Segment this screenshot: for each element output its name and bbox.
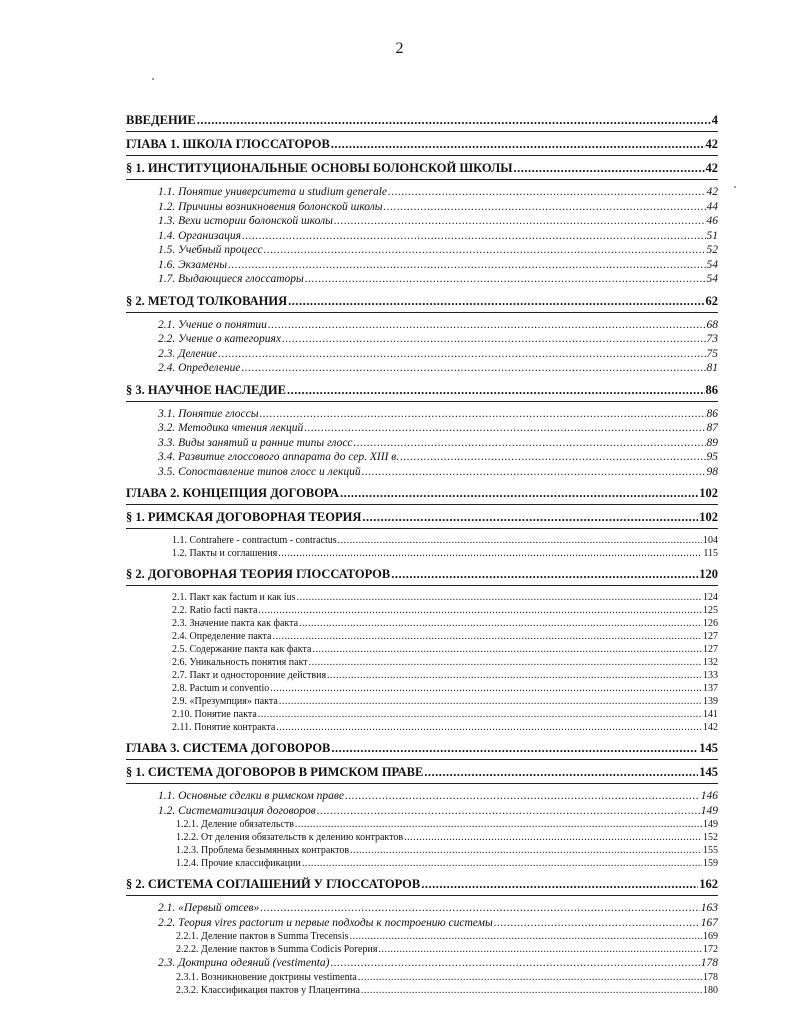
dot-leader (288, 295, 704, 308)
dot-leader (312, 645, 702, 655)
toc-entry-page: 54 (706, 258, 718, 271)
toc-entry-page: 152 (703, 832, 718, 843)
toc-entry-title: ГЛАВА 1. ШКОЛА ГЛОССАТОРОВ (126, 137, 330, 151)
toc-entry-page: 146 (700, 790, 718, 802)
dot-leader (378, 945, 702, 955)
toc-entry-page: 42 (705, 137, 718, 151)
toc-entry-title: 3.2. Методика чтения лекций (158, 422, 304, 434)
toc-entry (158, 260, 718, 275)
toc-entry-page: 46 (706, 215, 718, 227)
toc-entry-title: 2.5. Содержание пакта как факта (172, 644, 312, 655)
toc-entry-title: 1.2.4. Прочие классификации (176, 858, 301, 869)
dot-leader (304, 423, 705, 435)
dot-leader (514, 162, 705, 175)
toc-entry-page: 145 (699, 741, 718, 755)
toc-entry (158, 231, 718, 246)
dot-leader (361, 986, 702, 996)
dot-leader (317, 806, 700, 818)
dot-leader (404, 833, 702, 843)
toc-entry-title: 2.4. Определение (158, 362, 241, 374)
toc-entry-title: 1.4. Организация (158, 229, 241, 242)
toc-entry-page: 126 (703, 618, 718, 629)
toc-entry-page: 62 (705, 293, 718, 308)
toc-entry-page: 120 (699, 567, 718, 581)
toc-entry-page: 42 (706, 186, 718, 198)
toc-entry (158, 334, 718, 349)
toc-entry-title: 1.2. Систематизация договоров (158, 804, 316, 817)
toc-entry-title: 1.3. Вехи истории болонской школы (158, 215, 333, 227)
toc-entry-page: 145 (699, 765, 718, 779)
dot-leader (260, 903, 699, 915)
toc-entry-title: 2.8. Pactum и conventio (172, 683, 270, 694)
dot-leader (309, 658, 702, 668)
toc-entry (158, 467, 718, 482)
toc-entry (158, 187, 718, 202)
dot-leader (279, 697, 702, 707)
toc-entry-title: 2.3.1. Возникновение доктрины vestimenta (176, 971, 357, 983)
toc-entry-title: 2.10. Понятие пакта (172, 709, 257, 720)
toc-heading (126, 289, 718, 310)
toc-entry (176, 859, 718, 872)
dot-leader (287, 384, 705, 397)
dot-leader (424, 766, 698, 779)
toc-entry-page: 54 (706, 273, 718, 285)
toc-entry (158, 202, 718, 217)
toc-entry-page: 178 (703, 971, 718, 983)
toc-entry-title: § 3. НАУЧНОЕ НАСЛЕДИЕ (126, 382, 286, 397)
toc-entry-title: 2.1. Учение о понятии (158, 318, 267, 331)
toc-heading (126, 505, 718, 526)
toc-entry (172, 549, 718, 562)
toc-entry-page: 73 (706, 333, 718, 345)
dot-leader (400, 452, 705, 464)
toc-entry-title: § 1. РИМСКАЯ ДОГОВОРНАЯ ТЕОРИЯ (126, 510, 362, 524)
dot-leader (327, 671, 702, 681)
dot-leader (345, 791, 700, 803)
toc-entry-page: 169 (703, 931, 718, 942)
toc-heading (126, 872, 718, 893)
toc-entry-title: 2.3. Деление (158, 347, 218, 360)
toc-heading (126, 378, 718, 399)
toc-entry-page: 141 (703, 709, 718, 720)
toc-entry-title: § 2. МЕТОД ТОЛКОВАНИЯ (126, 293, 288, 308)
toc-entry-title: 3.4. Развитие глоссового аппарата до сер. XIII в. (158, 451, 400, 463)
dot-leader (297, 593, 702, 603)
toc-entry-title: 1.6. Экзамены (158, 258, 228, 271)
toc-entry-title: 2.2.1. Деление пактов в Summa Trecensis (176, 931, 349, 942)
toc-entry-title: 1.2. Пакты и соглашения (172, 548, 278, 559)
toc-entry-title: 1.7. Выдающиеся глоссаторы (158, 273, 304, 285)
toc-entry-page: 51 (706, 229, 718, 242)
toc-entry (158, 363, 718, 378)
toc-entry (158, 918, 718, 933)
toc-entry-page: 133 (703, 670, 718, 681)
toc-entry-title: 2.3. Доктрина одеяний (vestimenta) (158, 957, 330, 969)
toc-entry-title: 2.1. «Первый отсев» (158, 902, 260, 914)
toc-entry-title: § 2. СИСТЕМА СОГЛАШЕНИЙ У ГЛОССАТОРОВ (126, 877, 421, 891)
toc-entry (158, 903, 718, 918)
toc-entry (158, 806, 718, 821)
dot-leader (272, 632, 702, 642)
toc-entry-page: 159 (703, 858, 718, 869)
toc-entry-page: 86 (705, 382, 718, 397)
toc-entry-page: 4 (711, 113, 718, 127)
toc-entry-page: 149 (700, 804, 718, 817)
toc-entry (158, 274, 718, 289)
toc-entry-page: 125 (703, 605, 718, 616)
toc-entry (158, 423, 718, 438)
dot-leader (331, 138, 705, 151)
toc-entry-page: 149 (703, 819, 718, 830)
toc-entry (176, 986, 718, 999)
toc-entry-page: 180 (703, 984, 718, 996)
toc-entry-title: 1.1. Понятие университета и studium generale (158, 186, 388, 198)
toc-entry-page: 87 (706, 422, 718, 434)
toc-entry-page: 75 (706, 347, 718, 360)
toc-entry-title: 1.1. Contrahere - contractum - contractus (172, 535, 337, 546)
toc-entry-page: 127 (703, 631, 718, 642)
toc-entry-page: 42 (705, 161, 718, 175)
toc-heading (126, 481, 718, 502)
toc-entry-title: 2.3.2. Классификация пактов у Плацентина (176, 984, 360, 996)
table-of-contents (126, 108, 718, 999)
dot-leader (358, 973, 702, 983)
toc-entry-page: 102 (699, 486, 718, 500)
toc-entry-page: 139 (703, 696, 718, 707)
toc-entry (158, 349, 718, 364)
toc-entry-title: 2.11. Понятие контракта (172, 722, 276, 733)
toc-entry (158, 438, 718, 453)
toc-entry-page: 52 (706, 244, 718, 256)
dot-leader (388, 187, 705, 199)
dot-leader (350, 846, 702, 856)
toc-entry-title: 2.6. Уникальность понятия пакт (172, 657, 308, 668)
toc-entry-page: 81 (706, 362, 718, 374)
toc-entry-page: 167 (700, 916, 718, 929)
dot-leader (350, 932, 703, 942)
dot-leader (305, 274, 706, 286)
toc-entry (158, 409, 718, 424)
toc-entry-title: 2.7. Пакт и односторонние действия (172, 670, 327, 681)
dot-leader (334, 216, 706, 228)
toc-heading (126, 156, 718, 177)
toc-entry-title: 2.9. «Презумпция» пакта (172, 696, 278, 707)
toc-entry-title: ВВЕДЕНИЕ (126, 113, 196, 127)
dot-leader (260, 409, 706, 421)
toc-entry-page: 124 (703, 592, 718, 603)
dot-leader (354, 438, 706, 450)
scan-speck (734, 186, 736, 188)
toc-heading (126, 132, 718, 153)
toc-entry-title: 1.2.2. От деления обязательств к делению контрактов (176, 832, 404, 843)
dot-leader (264, 245, 706, 257)
toc-entry-title: § 1. СИСТЕМА ДОГОВОРОВ В РИМСКОМ ПРАВЕ (126, 765, 424, 779)
toc-entry-page: 44 (706, 200, 718, 213)
toc-heading (126, 562, 718, 583)
toc-entry (158, 452, 718, 467)
toc-entry-page: 115 (703, 548, 718, 559)
toc-entry-title: 1.2. Причины возникновения болонской школы (158, 200, 383, 213)
toc-entry-title: 3.1. Понятие глоссы (158, 407, 259, 420)
toc-entry-page: 155 (703, 845, 718, 856)
dot-leader (421, 878, 698, 891)
dot-leader (391, 568, 698, 581)
page-number: 2 (395, 40, 404, 57)
toc-entry (158, 791, 718, 806)
toc-entry (158, 958, 718, 973)
dot-leader (494, 918, 700, 930)
dot-leader (384, 202, 706, 214)
toc-entry-page: 172 (703, 944, 718, 955)
toc-entry-page: 137 (703, 683, 718, 694)
dot-leader (299, 619, 702, 629)
toc-entry-page: 89 (706, 436, 718, 449)
dot-leader (331, 742, 698, 755)
toc-entry-title: 3.5. Сопоставление типов глосс и лекций (158, 465, 361, 478)
toc-heading (126, 108, 718, 129)
toc-entry-page: 68 (706, 318, 718, 331)
toc-entry-page: 95 (706, 451, 718, 463)
dot-leader (278, 549, 702, 559)
toc-entry-title: § 1. ИНСТИТУЦИОНАЛЬНЫЕ ОСНОВЫ БОЛОНСКОЙ ШКОЛЫ (126, 161, 513, 175)
toc-entry-title: 2.2. Теория vires pactorum и первые подходы к построению системы (158, 916, 493, 929)
toc-entry-title: § 2. ДОГОВОРНАЯ ТЕОРИЯ ГЛОССАТОРОВ (126, 567, 391, 581)
toc-entry-title: 2.4. Определение пакта (172, 631, 272, 642)
toc-entry-page: 163 (700, 902, 718, 914)
toc-entry-page: 102 (699, 510, 718, 524)
toc-entry-title: 1.2.3. Проблема безымянных контрактов (176, 845, 350, 856)
dot-leader (276, 723, 702, 733)
toc-entry-title: 2.2. Учение о категориях (158, 333, 281, 345)
dot-leader (242, 231, 706, 243)
dot-leader (362, 511, 698, 524)
dot-leader (258, 606, 702, 616)
toc-entry-page: 127 (703, 644, 718, 655)
dot-leader (197, 114, 711, 127)
toc-entry-title: 2.2.2. Деление пактов в Summa Codicis Рогерия (176, 944, 378, 955)
toc-entry-page: 86 (706, 407, 718, 420)
scan-speck (152, 78, 154, 80)
toc-entry-page: 132 (703, 657, 718, 668)
dot-leader (268, 320, 706, 332)
toc-entry-page: 104 (703, 535, 718, 546)
dot-leader (282, 334, 706, 346)
toc-entry-page: 98 (706, 465, 718, 478)
toc-entry-title: 1.2.1. Деление обязательств (176, 819, 294, 830)
toc-heading (126, 760, 718, 781)
toc-entry (158, 245, 718, 260)
toc-entry (158, 320, 718, 335)
dot-leader (362, 467, 706, 479)
dot-leader (218, 349, 705, 361)
toc-entry-page: 162 (699, 877, 718, 891)
toc-entry-page: 142 (703, 722, 718, 733)
toc-entry-page: 178 (700, 957, 718, 969)
toc-entry-title: 2.2. Ratio facti пакта (172, 605, 258, 616)
toc-entry (172, 723, 718, 736)
dot-leader (338, 536, 702, 546)
toc-entry-title: 2.1. Пакт как factum и как ius (172, 592, 296, 603)
dot-leader (302, 859, 702, 869)
dot-leader (228, 260, 705, 272)
toc-entry-title: 1.1. Основные сделки в римском праве (158, 790, 344, 802)
toc-entry (158, 216, 718, 231)
toc-entry-title: ГЛАВА 3. СИСТЕМА ДОГОВОРОВ (126, 741, 331, 755)
dot-leader (295, 820, 702, 830)
dot-leader (340, 487, 698, 500)
toc-heading (126, 736, 718, 757)
dot-leader (258, 710, 702, 720)
toc-entry-title: ГЛАВА 2. КОНЦЕПЦИЯ ДОГОВОРА (126, 486, 340, 500)
dot-leader (270, 684, 702, 694)
toc-entry (176, 973, 718, 986)
toc-entry-title: 3.3. Виды занятий и ранние типы глосс (158, 436, 353, 449)
toc-entry-title: 2.3. Значение пакта как факта (172, 618, 299, 629)
toc-entry-title: 1.5. Учебный процесс (158, 244, 263, 256)
dot-leader (330, 958, 699, 970)
dot-leader (242, 363, 706, 375)
